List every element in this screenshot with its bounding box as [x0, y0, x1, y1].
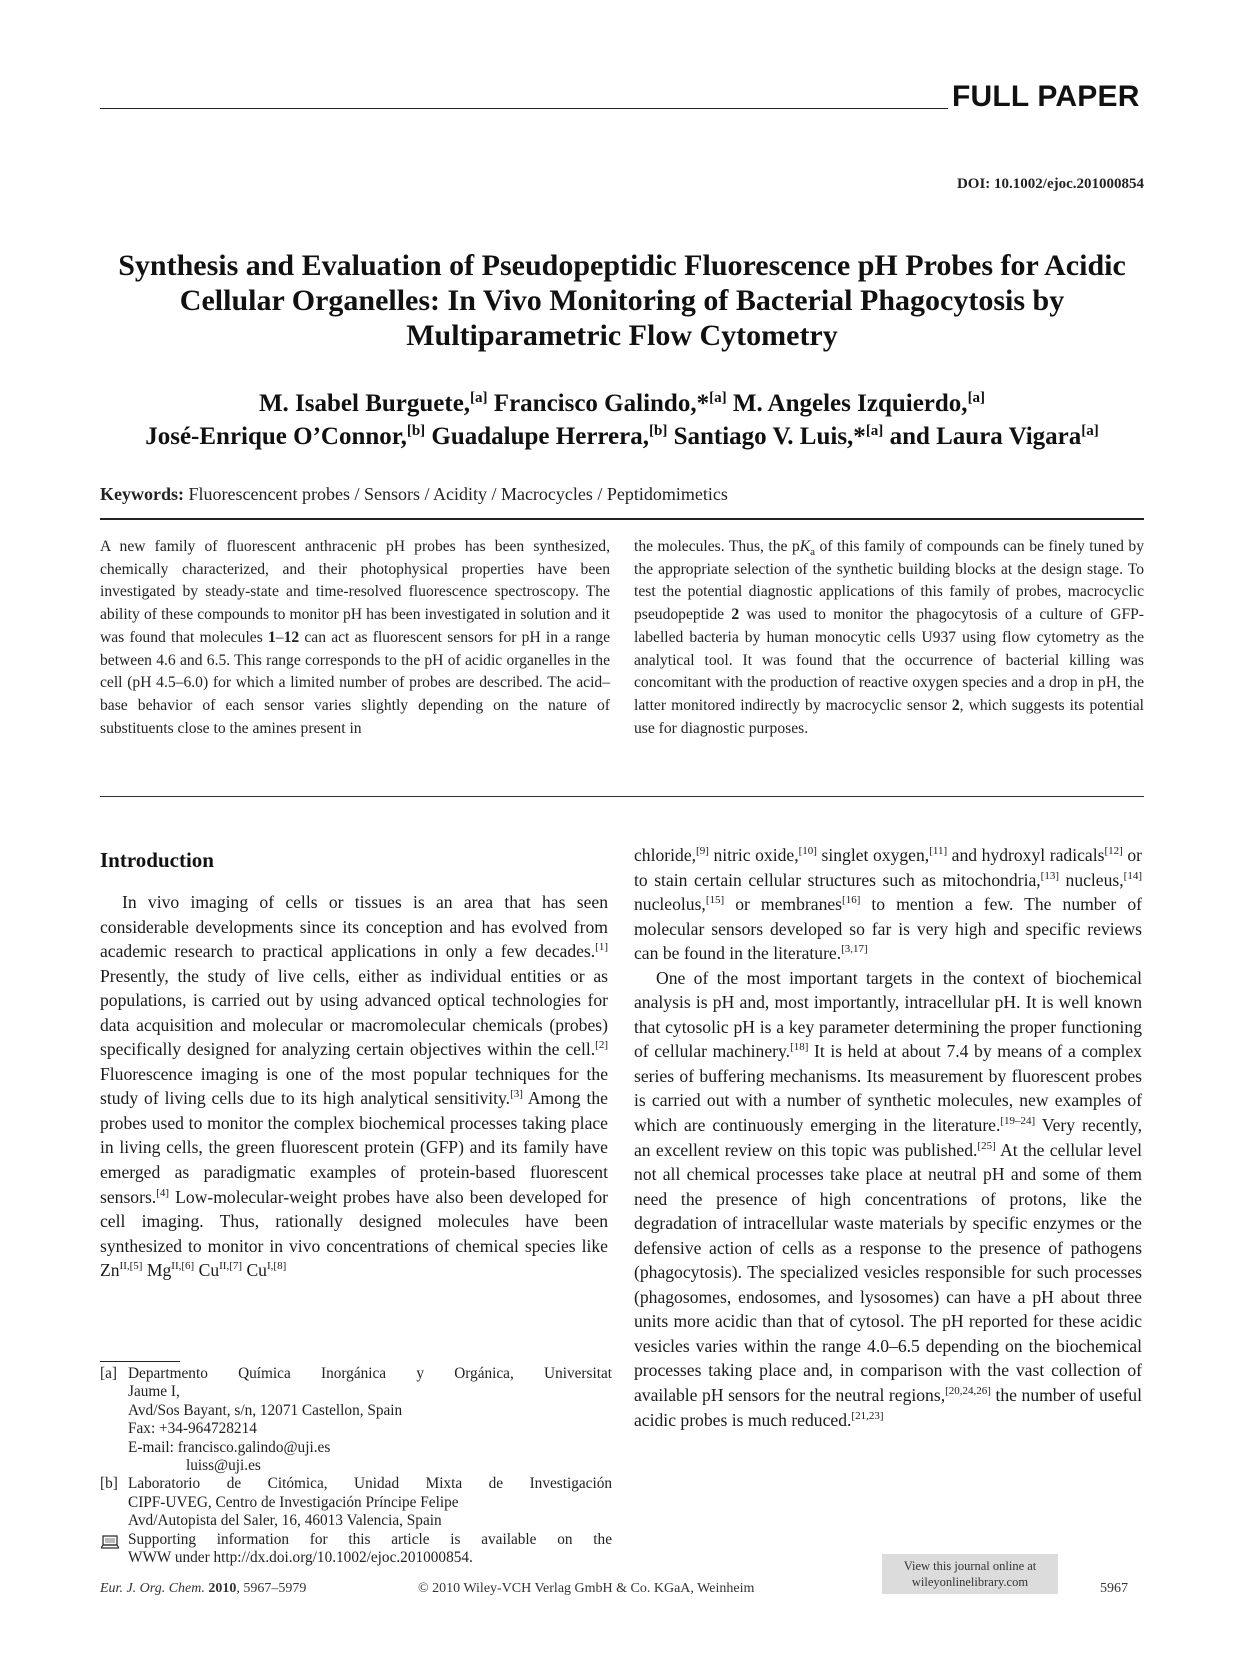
pka-subscript: a	[810, 546, 816, 559]
body-text: to mention a few. The number of molecular sensors developed so far is very high and specific reviews can be found in the literature.	[634, 894, 1142, 964]
article-type-label: FULL PAPER	[952, 80, 1140, 113]
paragraph	[100, 890, 608, 1283]
paragraph	[634, 843, 1142, 966]
author-name: M. Isabel Burguete,	[258, 390, 471, 417]
title-line: Synthesis and Evaluation of Pseudopeptidic Fluorescence pH Probes for Acidic	[118, 249, 1126, 282]
citation[interactable]: ,[7]	[226, 1260, 243, 1273]
affiliation-mark: [a]	[470, 390, 488, 406]
body-text: and hydroxyl radicals	[947, 845, 1105, 865]
author-line	[100, 387, 1144, 420]
body-text: Cu	[194, 1260, 220, 1281]
body-text: It is held at about 7.4 by means of a complex series of buffering mechanisms. Its measurement by fluorescent probes is carried out with a number of synthetic molecules, new examples of which are continuously emerging in the literature.	[634, 1041, 1142, 1136]
body-text: In vivo imaging of cells or tissues is an area that has seen considerable developments since its conception and has evolved from academic research to practical applications in only a few decades.	[100, 892, 608, 962]
introduction-right-column	[634, 843, 1142, 1432]
citation[interactable]: [2]	[595, 1039, 608, 1052]
doi[interactable]: DOI: 10.1002/ejoc.201000854	[956, 176, 1144, 192]
affiliation-mark: [a]	[1081, 423, 1099, 439]
body-text: chloride,	[634, 845, 697, 865]
abstract-text: of this family of compounds can be finely tuned by the appropriate selection of the synthetic building blocks at the design stage. To test the potential diagnostic applications of this family of probes, macrocyclic pseudopeptide	[634, 538, 1144, 624]
body-text: or to stain certain cellular structures such as mitochondria,	[634, 845, 1142, 890]
journal-name: Eur. J. Org. Chem.	[100, 1581, 205, 1596]
citation[interactable]: [3,17]	[841, 943, 868, 956]
journal-citation	[100, 1581, 306, 1597]
abstract-text: was used to monitor the phagocytosis of a culture of GFP-labelled bacteria by human monocytic cells U937 using flow cytometry as the analytical tool. It was found that the occurrence of bacterial killing was concomitant with the production of reactive oxygen species and a drop in pH, the latter monitored indirectly by macrocyclic sensor	[634, 606, 1144, 714]
body-text: nucleolus,	[634, 894, 706, 915]
citation[interactable]: [13]	[1040, 869, 1059, 882]
citation[interactable]: ,[5]	[126, 1260, 143, 1273]
article-title	[100, 248, 1144, 353]
abstract-text: the molecules. Thus, the p	[634, 538, 800, 555]
body-text: nucleus,	[1059, 869, 1124, 890]
introduction-left-column	[100, 890, 608, 1283]
body-text: Among the probes used to monitor the complex biochemical processes taking place in living cells, the green fluorescent protein (GFP) and its family have emerged as paradigmatic examples of protein-based fluorescent sensors.	[100, 1088, 608, 1207]
oxidation-state: II	[171, 1260, 179, 1273]
citation[interactable]: [18]	[790, 1041, 809, 1054]
section-heading-introduction: Introduction	[100, 848, 214, 872]
citation[interactable]: [19–24]	[1000, 1115, 1036, 1128]
citation[interactable]: [16]	[842, 894, 861, 907]
footnote-line: Avd/Autopista del Saler, 16, 46013 Valencia, Spain	[128, 1512, 442, 1530]
abstract-top-rule	[100, 518, 1144, 520]
copyright: © 2010 Wiley-VCH Verlag GmbH & Co. KGaA, Weinheim	[418, 1581, 755, 1596]
compound-number: 12	[283, 628, 300, 646]
author-line	[100, 420, 1144, 453]
footnote-tag: [a]	[100, 1365, 117, 1382]
footnote-affiliation-b	[100, 1475, 612, 1530]
pka-symbol: K	[799, 538, 811, 555]
citation[interactable]: [25]	[977, 1139, 996, 1152]
affiliation-mark: [b]	[649, 423, 668, 439]
citation[interactable]: ,[6]	[178, 1260, 195, 1273]
abstract-text: can act as fluorescent sensors for pH in a range between 4.6 and 6.5. This range corresponds to the pH of acidic organelles in the cell (pH 4.5–6.0) for which a limited number of probes are described. The acid–base behavior of each sensor varies slightly depending on the nature of substituents close to the amines present in	[100, 628, 610, 737]
title-line: Cellular Organelles: In Vivo Monitoring of Bacterial Phagocytosis by	[179, 284, 1065, 317]
page-number: 5967	[1100, 1581, 1128, 1596]
body-text: One of the most important targets in the context of biochemical analysis is pH and, most importantly, intracellular pH. It is well known that cytosolic pH is a key parameter determining the proper functioning of cellular machinery.	[634, 967, 1142, 1062]
footnote-line: Jaume I,	[128, 1383, 180, 1401]
footnote-affiliation-a	[100, 1365, 612, 1475]
footnote-supporting-info	[100, 1531, 612, 1568]
keywords-list: Fluorescencent probes / Sensors / Acidity / Macrocycles / Peptidomimetics	[184, 484, 728, 504]
abstract-text: A new family of fluorescent anthracenic pH probes has been synthesized, chemically characterized, and their photophysical properties have been investigated by steady-state and time-resolved fluorescence spectroscopy. The ability of these compounds to monitor pH has been investigated in solution and it was found that molecules	[100, 538, 610, 646]
footnote-line: CIPF-UVEG, Centro de Investigación Príncipe Felipe	[128, 1493, 459, 1511]
affiliation-mark: [a]	[865, 423, 884, 439]
body-text: the number of useful acidic probes is much reduced.	[634, 1385, 1142, 1430]
author-name: Santiago V. Luis,*	[667, 423, 866, 450]
keywords	[100, 484, 728, 505]
author-name: M. Angeles Izquierdo,	[726, 390, 968, 417]
abstract-text: –	[275, 628, 284, 646]
supporting-info-link[interactable]: WWW under http://dx.doi.org/10.1002/ejoc.201000854.	[128, 1549, 473, 1567]
footnote-line: Avd/Sos Bayant, s/n, 12071 Castellon, Spain	[128, 1401, 403, 1419]
abstract-text: , which suggests its potential use for diagnostic purposes.	[634, 696, 1145, 737]
badge-line: wileyonlinelibrary.com	[911, 1575, 1029, 1589]
citation[interactable]: ,[8]	[270, 1260, 287, 1273]
compound-number: 1	[268, 628, 276, 646]
abstract-bottom-rule	[100, 796, 1144, 797]
body-text: At the cellular level not all chemical processes take place at neutral pH and some of them need the presence of high concentrations of protons, like the degradation of intracellular waste materials by specific enzymes or the defensive action of cells as a response to the presence of pathogens (phagocytosis). The specialized vesicles responsible for such processes (phagosomes, endosomes, and lysosomes) can have a pH about three units more acidic than that of cytosol. The pH reported for these acidic vesicles varies within the range 4.0–6.5 depending on the biochemical processes taking place and, in comparison with the vast collection of available pH sensors for the neutral regions,	[634, 1139, 1142, 1406]
citation[interactable]: [15]	[705, 894, 725, 907]
email-line[interactable]: luiss@uji.es	[186, 1457, 261, 1475]
author-name: Guadalupe Herrera,	[425, 423, 649, 450]
author-name: José-Enrique O’Connor,	[145, 423, 407, 450]
body-text: Mg	[142, 1260, 172, 1281]
author-name: and Laura Vigara	[883, 423, 1082, 450]
paragraph	[634, 966, 1142, 1432]
oxidation-state: II	[219, 1260, 227, 1273]
body-text: nitric oxide,	[708, 845, 799, 865]
abstract-left-column	[100, 536, 610, 740]
compound-number: 2	[951, 696, 960, 714]
email-line[interactable]: E-mail: francisco.galindo@uji.es	[128, 1438, 331, 1456]
footnote-line: Laboratorio de Citómica, Unidad Mixta de Investigación	[128, 1475, 612, 1493]
computer-icon	[101, 1535, 119, 1549]
author-list	[100, 387, 1144, 453]
affiliation-mark: [b]	[406, 423, 426, 439]
oxidation-state: I	[266, 1260, 271, 1273]
body-text: Fluorescence imaging is one of the most popular techniques for the study of living cells due to its high analytical sensitivity.	[100, 1063, 608, 1109]
keywords-label: Keywords:	[100, 484, 184, 504]
citation[interactable]: [20,24,26]	[945, 1385, 991, 1398]
body-text: Very recently, an excellent review on this topic was published.	[634, 1115, 1142, 1160]
body-text: singlet oxygen,	[816, 845, 930, 865]
affiliation-mark: [a]	[709, 390, 727, 406]
citation[interactable]: [9]	[696, 845, 709, 857]
citation[interactable]: [1]	[595, 941, 608, 954]
oxidation-state: II	[119, 1260, 127, 1273]
title-line: Multiparametric Flow Cytometry	[406, 319, 838, 352]
footnote-line: Departmento Química Inorgánica y Orgánica, Universitat	[128, 1365, 612, 1382]
compound-number: 2	[731, 606, 740, 624]
affiliation-footnotes	[100, 1365, 612, 1567]
footnote-line: Supporting information for this article is available on the	[128, 1530, 612, 1548]
citation[interactable]: [14]	[1123, 869, 1142, 882]
citation[interactable]: [21,23]	[851, 1409, 884, 1422]
badge-line: View this journal online at	[903, 1559, 1037, 1573]
citation[interactable]: [12]	[1104, 845, 1123, 857]
citation[interactable]: [11]	[929, 845, 948, 857]
footnote-rule	[100, 1361, 180, 1362]
body-text: or membranes	[724, 894, 843, 915]
footnote-tag: [b]	[100, 1475, 118, 1493]
body-text: Presently, the study of live cells, either as individual entities or as populations, is carried out by using advanced optical technologies for data acquisition and molecular or macromolecular chemicals (probes) specifically designed for analyzing certain objectives within the cell.	[100, 965, 608, 1060]
journal-year: 2010	[204, 1581, 237, 1596]
journal-pages: , 5967–5979	[236, 1581, 307, 1596]
abstract-right-column	[634, 536, 1144, 740]
affiliation-mark: [a]	[967, 390, 986, 406]
citation[interactable]: [4]	[156, 1186, 170, 1199]
journal-online-badge[interactable]	[882, 1554, 1058, 1594]
body-text: Low-molecular-weight probes have also been developed for cell imaging. Thus, rationally designed molecules have been synthesized to monitor in vivo concentrations of chemical species like Zn	[100, 1186, 608, 1281]
citation[interactable]: [10]	[798, 845, 817, 857]
footnote-line: Fax: +34-964728214	[128, 1420, 257, 1438]
citation[interactable]: [3]	[510, 1088, 523, 1101]
author-name: Francisco Galindo,*	[487, 390, 710, 417]
body-text: Cu	[242, 1260, 267, 1281]
header-rule	[100, 108, 948, 109]
